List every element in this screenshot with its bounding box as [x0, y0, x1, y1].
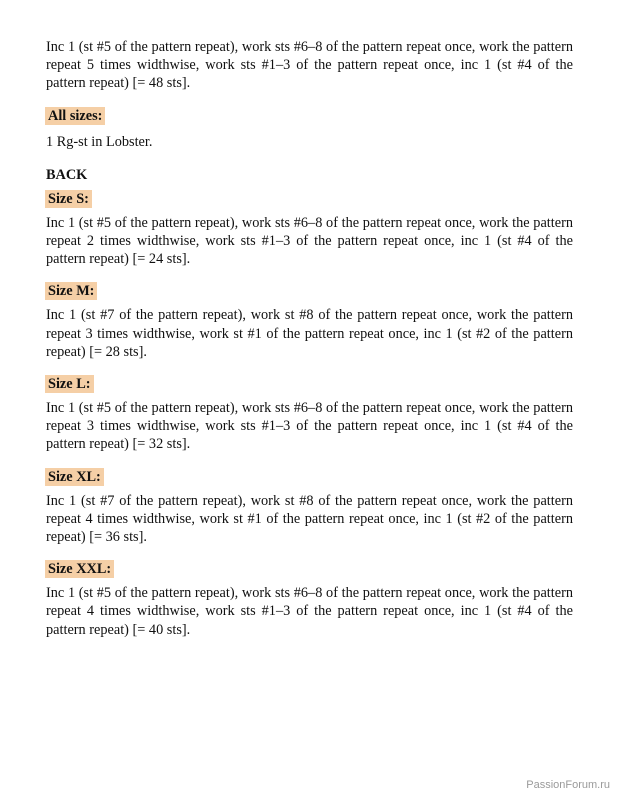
all-sizes-text: 1 Rg-st in Lobster. — [46, 133, 153, 150]
document-page — [46, 38, 573, 639]
size-l-block — [46, 375, 573, 454]
size-s-text: Inc 1 (st #5 of the pattern repeat), work sts #6–8 of the pattern repeat once, work the pattern repeat 2 times widthwise, work sts #1–3 of the pattern repeat once, inc 1 (st #4 of the pattern repeat) [= 24 sts]. — [46, 214, 573, 268]
size-xl-heading: Size XL: — [45, 468, 104, 486]
size-l-text: Inc 1 (st #5 of the pattern repeat), work sts #6–8 of the pattern repeat once, work the pattern repeat 3 times widthwise, work sts #1–3 of the pattern repeat once, inc 1 (st #4 of the pattern repeat) [= 32 sts]. — [46, 400, 573, 453]
all-sizes-heading: All sizes: — [45, 107, 105, 125]
size-xl-block — [46, 468, 573, 547]
size-xxl-heading: Size XXL: — [45, 560, 114, 578]
size-s-heading: Size S: — [45, 190, 92, 208]
all-sizes-section — [46, 107, 573, 151]
size-m-block — [46, 282, 573, 361]
size-xxl-text: Inc 1 (st #5 of the pattern repeat), work sts #6–8 of the pattern repeat once, work the pattern repeat 4 times widthwise, work sts #1–3 of the pattern repeat once, inc 1 (st #4 of the pattern repeat) [= 40 sts]. — [46, 585, 573, 638]
size-l-heading: Size L: — [45, 375, 94, 393]
size-s-block — [46, 190, 573, 269]
size-m-heading: Size M: — [45, 282, 97, 300]
site-watermark: PassionForum.ru — [526, 779, 610, 791]
back-section — [46, 166, 573, 639]
size-m-text: Inc 1 (st #7 of the pattern repeat), work st #8 of the pattern repeat once, work the pattern repeat 3 times widthwise, work st #1 of the pattern repeat once, inc 1 (st #2 of the pattern repeat) [= 28 sts]. — [46, 307, 573, 360]
intro-paragraph: Inc 1 (st #5 of the pattern repeat), work sts #6–8 of the pattern repeat once, work the pattern repeat 5 times widthwise, work sts #1–3 of the pattern repeat once, inc 1 (st #4 of the pattern repeat) [= 48 sts]. — [46, 39, 573, 92]
size-xl-text: Inc 1 (st #7 of the pattern repeat), work st #8 of the pattern repeat once, work the pattern repeat 4 times widthwise, work st #1 of the pattern repeat once, inc 1 (st #2 of the pattern repeat) [= 36 sts]. — [46, 492, 573, 546]
size-xxl-block — [46, 560, 573, 639]
back-title: BACK — [46, 166, 88, 183]
